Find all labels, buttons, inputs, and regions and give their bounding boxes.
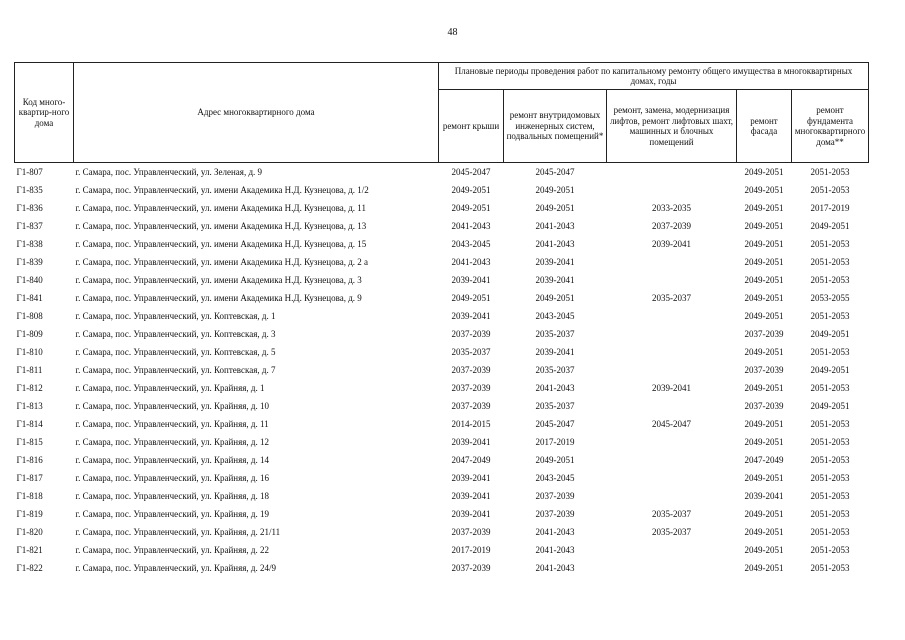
cell-foundation: 2051-2053 xyxy=(810,437,850,447)
cell-address: г. Самара, пос. Управленческий, ул. имени Академика Н.Д. Кузнецова, д. 11 xyxy=(75,203,366,213)
cell-lifts: 2037-2039 xyxy=(652,221,691,231)
cell-engineering: 2035-2037 xyxy=(535,365,575,375)
table-row xyxy=(15,541,869,559)
cell-code: Г1-835 xyxy=(16,185,43,195)
cell-lifts: 2039-2041 xyxy=(652,383,691,393)
cell-code: Г1-818 xyxy=(16,491,43,501)
cell-engineering: 2041-2043 xyxy=(535,563,575,573)
cell-lifts xyxy=(607,433,737,451)
cell-facade: 2049-2051 xyxy=(744,509,784,519)
cell-roof: 2037-2039 xyxy=(451,383,491,393)
cell-code: Г1-809 xyxy=(16,329,43,339)
cell-roof: 2037-2039 xyxy=(451,401,491,411)
cell-facade: 2049-2051 xyxy=(744,293,784,303)
cell-roof: 2049-2051 xyxy=(451,203,491,213)
cell-foundation: 2049-2051 xyxy=(810,401,850,411)
cell-foundation: 2051-2053 xyxy=(810,455,850,465)
cell-code: Г1-810 xyxy=(16,347,43,357)
cell-roof: 2049-2051 xyxy=(451,293,491,303)
header-periods-group: Плановые периоды проведения работ по капитальному ремонту общего имущества в многоквартирных домах, годы xyxy=(439,63,869,90)
table-row xyxy=(15,217,869,235)
cell-facade: 2049-2051 xyxy=(737,163,792,182)
cell-facade: 2049-2051 xyxy=(744,185,784,195)
cell-address: г. Самара, пос. Управленческий, ул. Крайняя, д. 24/9 xyxy=(75,563,276,573)
cell-address: г. Самара, пос. Управленческий, ул. Крайняя, д. 19 xyxy=(75,509,269,519)
cell-facade: 2049-2051 xyxy=(744,275,784,285)
header-address: Адрес многоквартирного дома xyxy=(74,63,439,163)
cell-lifts xyxy=(607,541,737,559)
cell-facade: 2047-2049 xyxy=(744,455,784,465)
cell-roof: 2039-2041 xyxy=(451,311,491,321)
cell-lifts xyxy=(607,181,737,199)
cell-roof: 2043-2045 xyxy=(451,239,491,249)
cell-code: Г1-820 xyxy=(16,527,43,537)
cell-lifts xyxy=(607,343,737,361)
table-row xyxy=(15,325,869,343)
table-row xyxy=(15,343,869,361)
cell-roof: 2017-2019 xyxy=(451,545,491,555)
cell-address: г. Самара, пос. Управленческий, ул. Коптевская, д. 1 xyxy=(75,311,276,321)
cell-roof: 2035-2037 xyxy=(451,347,491,357)
cell-address: г. Самара, пос. Управленческий, ул. Крайняя, д. 10 xyxy=(75,401,269,411)
cell-lifts xyxy=(607,307,737,325)
cell-facade: 2049-2051 xyxy=(744,527,784,537)
cell-engineering: 2041-2043 xyxy=(535,383,575,393)
header-code: Код много-квартир-ного дома xyxy=(15,63,74,163)
cell-address: г. Самара, пос. Управленческий, ул. имени Академика Н.Д. Кузнецова, д. 9 xyxy=(75,293,362,303)
table-row xyxy=(15,469,869,487)
cell-foundation: 2051-2053 xyxy=(810,419,850,429)
cell-address: г. Самара, пос. Управленческий, ул. Крайняя, д. 14 xyxy=(75,455,269,465)
cell-roof: 2047-2049 xyxy=(451,455,491,465)
cell-foundation: 2051-2053 xyxy=(810,239,850,249)
cell-facade: 2049-2051 xyxy=(744,203,784,213)
cell-facade: 2049-2051 xyxy=(744,239,784,249)
header-roof: ремонт крыши xyxy=(439,90,504,163)
cell-code: Г1-836 xyxy=(16,203,43,213)
cell-foundation: 2051-2053 xyxy=(810,527,850,537)
table-row xyxy=(15,271,869,289)
cell-roof: 2045-2047 xyxy=(439,163,504,182)
cell-engineering: 2041-2043 xyxy=(535,239,575,249)
cell-roof: 2037-2039 xyxy=(451,365,491,375)
cell-code: Г1-841 xyxy=(16,293,43,303)
cell-code: Г1-807 xyxy=(15,163,74,182)
cell-facade: 2049-2051 xyxy=(744,311,784,321)
cell-address: г. Самара, пос. Управленческий, ул. имени Академика Н.Д. Кузнецова, д. 3 xyxy=(75,275,362,285)
cell-foundation: 2051-2053 xyxy=(810,347,850,357)
cell-engineering: 2049-2051 xyxy=(535,203,575,213)
cell-lifts: 2035-2037 xyxy=(652,527,691,537)
cell-code: Г1-813 xyxy=(16,401,43,411)
cell-roof: 2049-2051 xyxy=(451,185,491,195)
cell-foundation: 2049-2051 xyxy=(810,365,850,375)
cell-code: Г1-812 xyxy=(16,383,43,393)
table-row xyxy=(15,253,869,271)
cell-address: г. Самара, пос. Управленческий, ул. имени Академика Н.Д. Кузнецова, д. 2 а xyxy=(75,257,369,267)
cell-roof: 2041-2043 xyxy=(451,257,491,267)
table-row xyxy=(15,505,869,523)
table-row xyxy=(15,451,869,469)
cell-address: г. Самара, пос. Управленческий, ул. Крайняя, д. 16 xyxy=(75,473,269,483)
cell-code: Г1-821 xyxy=(16,545,43,555)
cell-facade: 2049-2051 xyxy=(744,563,784,573)
cell-address: г. Самара, пос. Управленческий, ул. Коптевская, д. 3 xyxy=(75,329,276,339)
header-foundation: ремонт фундамента многоквартирного дома** xyxy=(792,90,869,163)
cell-roof: 2039-2041 xyxy=(451,275,491,285)
cell-address: г. Самара, пос. Управленческий, ул. Крайняя, д. 22 xyxy=(75,545,269,555)
table-row xyxy=(15,361,869,379)
table-row xyxy=(15,163,869,182)
cell-roof: 2037-2039 xyxy=(451,563,491,573)
cell-engineering: 2037-2039 xyxy=(535,509,575,519)
cell-lifts xyxy=(607,397,737,415)
cell-facade: 2049-2051 xyxy=(744,473,784,483)
cell-address: г. Самара, пос. Управленческий, ул. Крайняя, д. 18 xyxy=(75,491,269,501)
cell-facade: 2039-2041 xyxy=(744,491,784,501)
cell-foundation: 2051-2053 xyxy=(810,311,850,321)
cell-facade: 2049-2051 xyxy=(744,257,784,267)
cell-engineering: 2037-2039 xyxy=(535,491,575,501)
cell-roof: 2039-2041 xyxy=(451,437,491,447)
cell-code: Г1-816 xyxy=(16,455,43,465)
cell-facade: 2037-2039 xyxy=(744,329,784,339)
cell-foundation: 2051-2053 xyxy=(810,509,850,519)
cell-engineering: 2049-2051 xyxy=(535,293,575,303)
cell-address: г. Самара, пос. Управленческий, ул. Крайняя, д. 21/11 xyxy=(75,527,281,537)
cell-engineering: 2049-2051 xyxy=(535,185,575,195)
cell-roof: 2039-2041 xyxy=(451,473,491,483)
cell-foundation: 2051-2053 xyxy=(810,383,850,393)
cell-engineering: 2043-2045 xyxy=(535,473,575,483)
table-row xyxy=(15,289,869,307)
cell-lifts: 2035-2037 xyxy=(652,509,691,519)
cell-roof: 2041-2043 xyxy=(451,221,491,231)
cell-code: Г1-822 xyxy=(16,563,43,573)
cell-facade: 2049-2051 xyxy=(744,437,784,447)
table-row xyxy=(15,379,869,397)
cell-code: Г1-819 xyxy=(16,509,43,519)
cell-facade: 2049-2051 xyxy=(744,221,784,231)
cell-engineering: 2039-2041 xyxy=(535,347,575,357)
cell-lifts: 2035-2037 xyxy=(652,293,691,303)
cell-code: Г1-817 xyxy=(16,473,43,483)
cell-roof: 2039-2041 xyxy=(451,509,491,519)
cell-engineering: 2039-2041 xyxy=(535,257,575,267)
cell-roof: 2014-2015 xyxy=(451,419,491,429)
cell-address: г. Самара, пос. Управленческий, ул. Зеленая, д. 9 xyxy=(74,163,439,182)
cell-lifts xyxy=(607,271,737,289)
table-header xyxy=(15,63,869,163)
cell-facade: 2037-2039 xyxy=(744,401,784,411)
cell-code: Г1-839 xyxy=(16,257,43,267)
table-row xyxy=(15,415,869,433)
cell-address: г. Самара, пос. Управленческий, ул. Крайняя, д. 1 xyxy=(75,383,265,393)
cell-lifts xyxy=(607,559,737,577)
cell-engineering: 2017-2019 xyxy=(535,437,575,447)
table-row xyxy=(15,397,869,415)
cell-engineering: 2043-2045 xyxy=(535,311,575,321)
cell-code: Г1-815 xyxy=(16,437,43,447)
table-row xyxy=(15,559,869,577)
table-row xyxy=(15,181,869,199)
cell-roof: 2037-2039 xyxy=(451,527,491,537)
cell-roof: 2039-2041 xyxy=(451,491,491,501)
cell-engineering: 2045-2047 xyxy=(535,419,575,429)
cell-engineering: 2035-2037 xyxy=(535,401,575,411)
cell-engineering: 2049-2051 xyxy=(535,455,575,465)
cell-engineering: 2041-2043 xyxy=(535,527,575,537)
cell-engineering: 2045-2047 xyxy=(504,163,607,182)
cell-facade: 2037-2039 xyxy=(744,365,784,375)
cell-lifts xyxy=(607,253,737,271)
table-row xyxy=(15,199,869,217)
cell-code: Г1-838 xyxy=(16,239,43,249)
header-lifts: ремонт, замена, модернизация лифтов, ремонт лифтовых шахт, машинных и блочных помещений xyxy=(607,90,737,163)
cell-lifts xyxy=(607,487,737,505)
cell-address: г. Самара, пос. Управленческий, ул. имени Академика Н.Д. Кузнецова, д. 13 xyxy=(75,221,367,231)
cell-foundation: 2051-2053 xyxy=(810,275,850,285)
table-row xyxy=(15,523,869,541)
table-row xyxy=(15,307,869,325)
cell-roof: 2037-2039 xyxy=(451,329,491,339)
cell-engineering: 2041-2043 xyxy=(535,221,575,231)
cell-lifts xyxy=(607,163,737,182)
cell-code: Г1-814 xyxy=(16,419,43,429)
cell-foundation: 2049-2051 xyxy=(810,329,850,339)
cell-address: г. Самара, пос. Управленческий, ул. имени Академика Н.Д. Кузнецова, д. 15 xyxy=(75,239,367,249)
cell-facade: 2049-2051 xyxy=(744,347,784,357)
cell-foundation: 2049-2051 xyxy=(810,221,850,231)
cell-address: г. Самара, пос. Управленческий, ул. Крайняя, д. 11 xyxy=(75,419,269,429)
cell-foundation: 2051-2053 xyxy=(792,163,869,182)
cell-lifts: 2045-2047 xyxy=(652,419,691,429)
cell-address: г. Самара, пос. Управленческий, ул. Крайняя, д. 12 xyxy=(75,437,269,447)
cell-code: Г1-840 xyxy=(16,275,43,285)
cell-code: Г1-811 xyxy=(16,365,43,375)
cell-engineering: 2041-2043 xyxy=(535,545,575,555)
cell-lifts xyxy=(607,451,737,469)
cell-foundation: 2051-2053 xyxy=(810,257,850,267)
cell-foundation: 2051-2053 xyxy=(810,185,850,195)
header-engineering: ремонт внутридомовых инженерных систем, подвальных помещений* xyxy=(504,90,607,163)
cell-engineering: 2039-2041 xyxy=(535,275,575,285)
cell-code: Г1-808 xyxy=(16,311,43,321)
cell-foundation: 2017-2019 xyxy=(810,203,850,213)
table-row xyxy=(15,235,869,253)
cell-foundation: 2051-2053 xyxy=(810,545,850,555)
cell-foundation: 2051-2053 xyxy=(810,491,850,501)
cell-lifts: 2039-2041 xyxy=(652,239,691,249)
cell-address: г. Самара, пос. Управленческий, ул. Коптевская, д. 5 xyxy=(75,347,276,357)
cell-foundation: 2051-2053 xyxy=(810,473,850,483)
cell-address: г. Самара, пос. Управленческий, ул. имени Академика Н.Д. Кузнецова, д. 1/2 xyxy=(75,185,369,195)
repair-schedule-table xyxy=(14,62,869,577)
table-row xyxy=(15,433,869,451)
cell-facade: 2049-2051 xyxy=(744,383,784,393)
cell-facade: 2049-2051 xyxy=(744,419,784,429)
cell-lifts xyxy=(607,469,737,487)
cell-facade: 2049-2051 xyxy=(744,545,784,555)
cell-address: г. Самара, пос. Управленческий, ул. Коптевская, д. 7 xyxy=(75,365,276,375)
cell-code: Г1-837 xyxy=(16,221,43,231)
cell-lifts xyxy=(607,361,737,379)
cell-lifts: 2033-2035 xyxy=(652,203,691,213)
cell-engineering: 2035-2037 xyxy=(535,329,575,339)
cell-lifts xyxy=(607,325,737,343)
table-body xyxy=(15,163,869,578)
cell-foundation: 2053-2055 xyxy=(810,293,850,303)
cell-foundation: 2051-2053 xyxy=(810,563,850,573)
page-number: 48 xyxy=(447,27,458,38)
table-row xyxy=(15,487,869,505)
header-facade: ремонт фасада xyxy=(737,90,792,163)
